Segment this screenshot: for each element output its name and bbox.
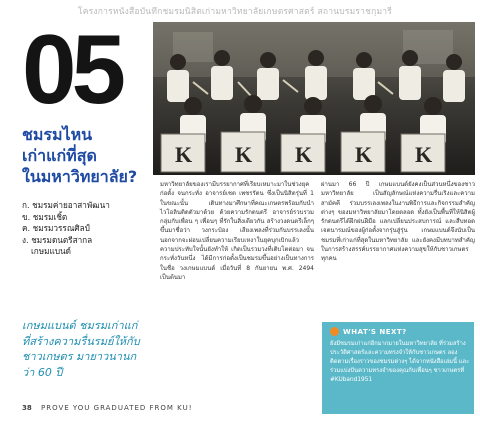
page-number: 38	[22, 404, 32, 412]
option-d: ง. ชมรมดนตรีสากล	[22, 234, 93, 245]
chapter-title-line: ในมหาวิทยาลัย?	[22, 167, 138, 186]
running-header: โครงการหนังสือบันทึกชมรมนิสิตเก่ามหาวิทยาลัยเกษตรศาสตร์ สถานบรมราชกุมารี	[78, 7, 393, 17]
music-stand-letter: K	[235, 142, 253, 167]
chapter-title-line: เก่าแก่ที่สุด	[22, 146, 97, 165]
chapter-title-line: ชมรมไหน	[22, 125, 93, 144]
band-photo	[153, 22, 475, 175]
option-d-continued: เกษมแบนด์	[31, 246, 71, 256]
option-b: ข. ชมรมเชิ้ต	[22, 211, 68, 222]
info-bullet-icon	[330, 327, 339, 336]
page-footer	[22, 404, 193, 412]
music-stand-letter: K	[295, 142, 313, 167]
whats-next-header	[330, 327, 407, 336]
running-footer: PROVE YOU GRADUATED FROM KU!	[40, 404, 193, 412]
body-column-right: ผ่านมา 66 ปี เกษมแบนด์ยังคงเป็นส่วนหนึ่งของชาวมหาวิทยาลัย เป็นสัญลักษณ์แห่งความรื่นเริงและความสามัคคี ร่วมบรรเลงเพลงในงานพิธีการและกิจกรรมสำคัญต่างๆ ของมหาวิทยาลัยมาโดยตลอด ทั้งยังเป็นพื้นที่ให้นิสิตผู้รักดนตรีได้ฝึกฝนฝีมือ แลกเปลี่ยนประสบการณ์ และสืบทอดเจตนารมณ์ของผู้ก่อตั้งจากรุ่นสู่รุ่น เกษมแบนด์จึงนับเป็นชมรมที่เก่าแก่ที่สุดในมหาวิทยาลัย และยังคงมีบทบาทสำคัญในการสร้างสรรค์บรรยากาศแห่งความสุขให้กับชาวเกษตรทุกคน	[321, 181, 475, 263]
answer-options	[22, 200, 110, 258]
music-stand-letter: K	[175, 142, 193, 167]
music-stand-letter: K	[415, 142, 433, 167]
chapter-number: 05	[22, 14, 122, 124]
option-c: ค. ชมรมวรรณศิลป์	[22, 223, 90, 233]
whats-next-title: WHAT'S NEXT?	[343, 327, 407, 336]
music-stand-letter: K	[355, 142, 373, 167]
whats-next-text: ยังมีชมรมเก่าแก่อีกมากมายในมหาวิทยาลัย ที่ร่วมสร้างประวัติศาสตร์และความทรงจำให้กับชาวเกษตร ลองติดตามเรื่องราวของชมรมต่างๆ ได้จากหนังสือเล่มนี้ และร่วมแบ่งปันความทรงจำของคุณกับเพื่อนๆ ชาวเกษตรที่ #KUband1951	[330, 341, 470, 383]
pull-quote: เกษมแบนด์ ชมรมเก่าแก่ที่สร้างความรื่นรมย์ให้กับชาวเกษตร มายาวนานกว่า 60 ปี	[22, 319, 140, 379]
body-column-left: มหาวิทยาลัยของเรามีบรรยากาศที่เรียบเหมาะมาในช่วงยุคก่อตั้ง จนกระทั่ง อาจารย์เชต เพชรรัตน ซึ่งเป็นนิสิตรุ่นที่ 1 ในขณะนั้น เดินทางมาศึกษาที่คณะเกษตรพร้อมกับนำไวโอลินติดตัวมาด้วย ด้วยความรักดนตรี อาจารย์รวบรวมกลุ่มกับเพื่อน ๆ เพื่อนๆ ที่รักในสิ่งเดียวกัน สร้างวงดนตรีเล็กๆ ขึ้นมาชื่อว่า วงกระป๋อง เสียงเพลงที่ร่วมกันบรรเลงนั้น นอกจากจะผ่อนเปลี่ยนความเรียบเหงาในยุคบุกเบิกแล้ว ความประทับใจนั้นยังทำให้ เกิดเป็นรวมวงที่เติบโตต่อมา จนกระทั่งวันหนึ่ง ได้มีการก่อตั้งเป็นชมรมขึ้นอย่างเป็นทางการ ในชื่อ วงเกษมแบนด์ เมื่อวันที่ 8 กันยายน พ.ศ. 2494 เป็นต้นมา	[160, 181, 314, 281]
chapter-title	[22, 124, 137, 187]
option-a: ก. ชมรมค่ายอาสาพัฒนา	[22, 200, 110, 210]
whats-next-box	[322, 322, 474, 414]
band-photo-image	[153, 22, 475, 175]
